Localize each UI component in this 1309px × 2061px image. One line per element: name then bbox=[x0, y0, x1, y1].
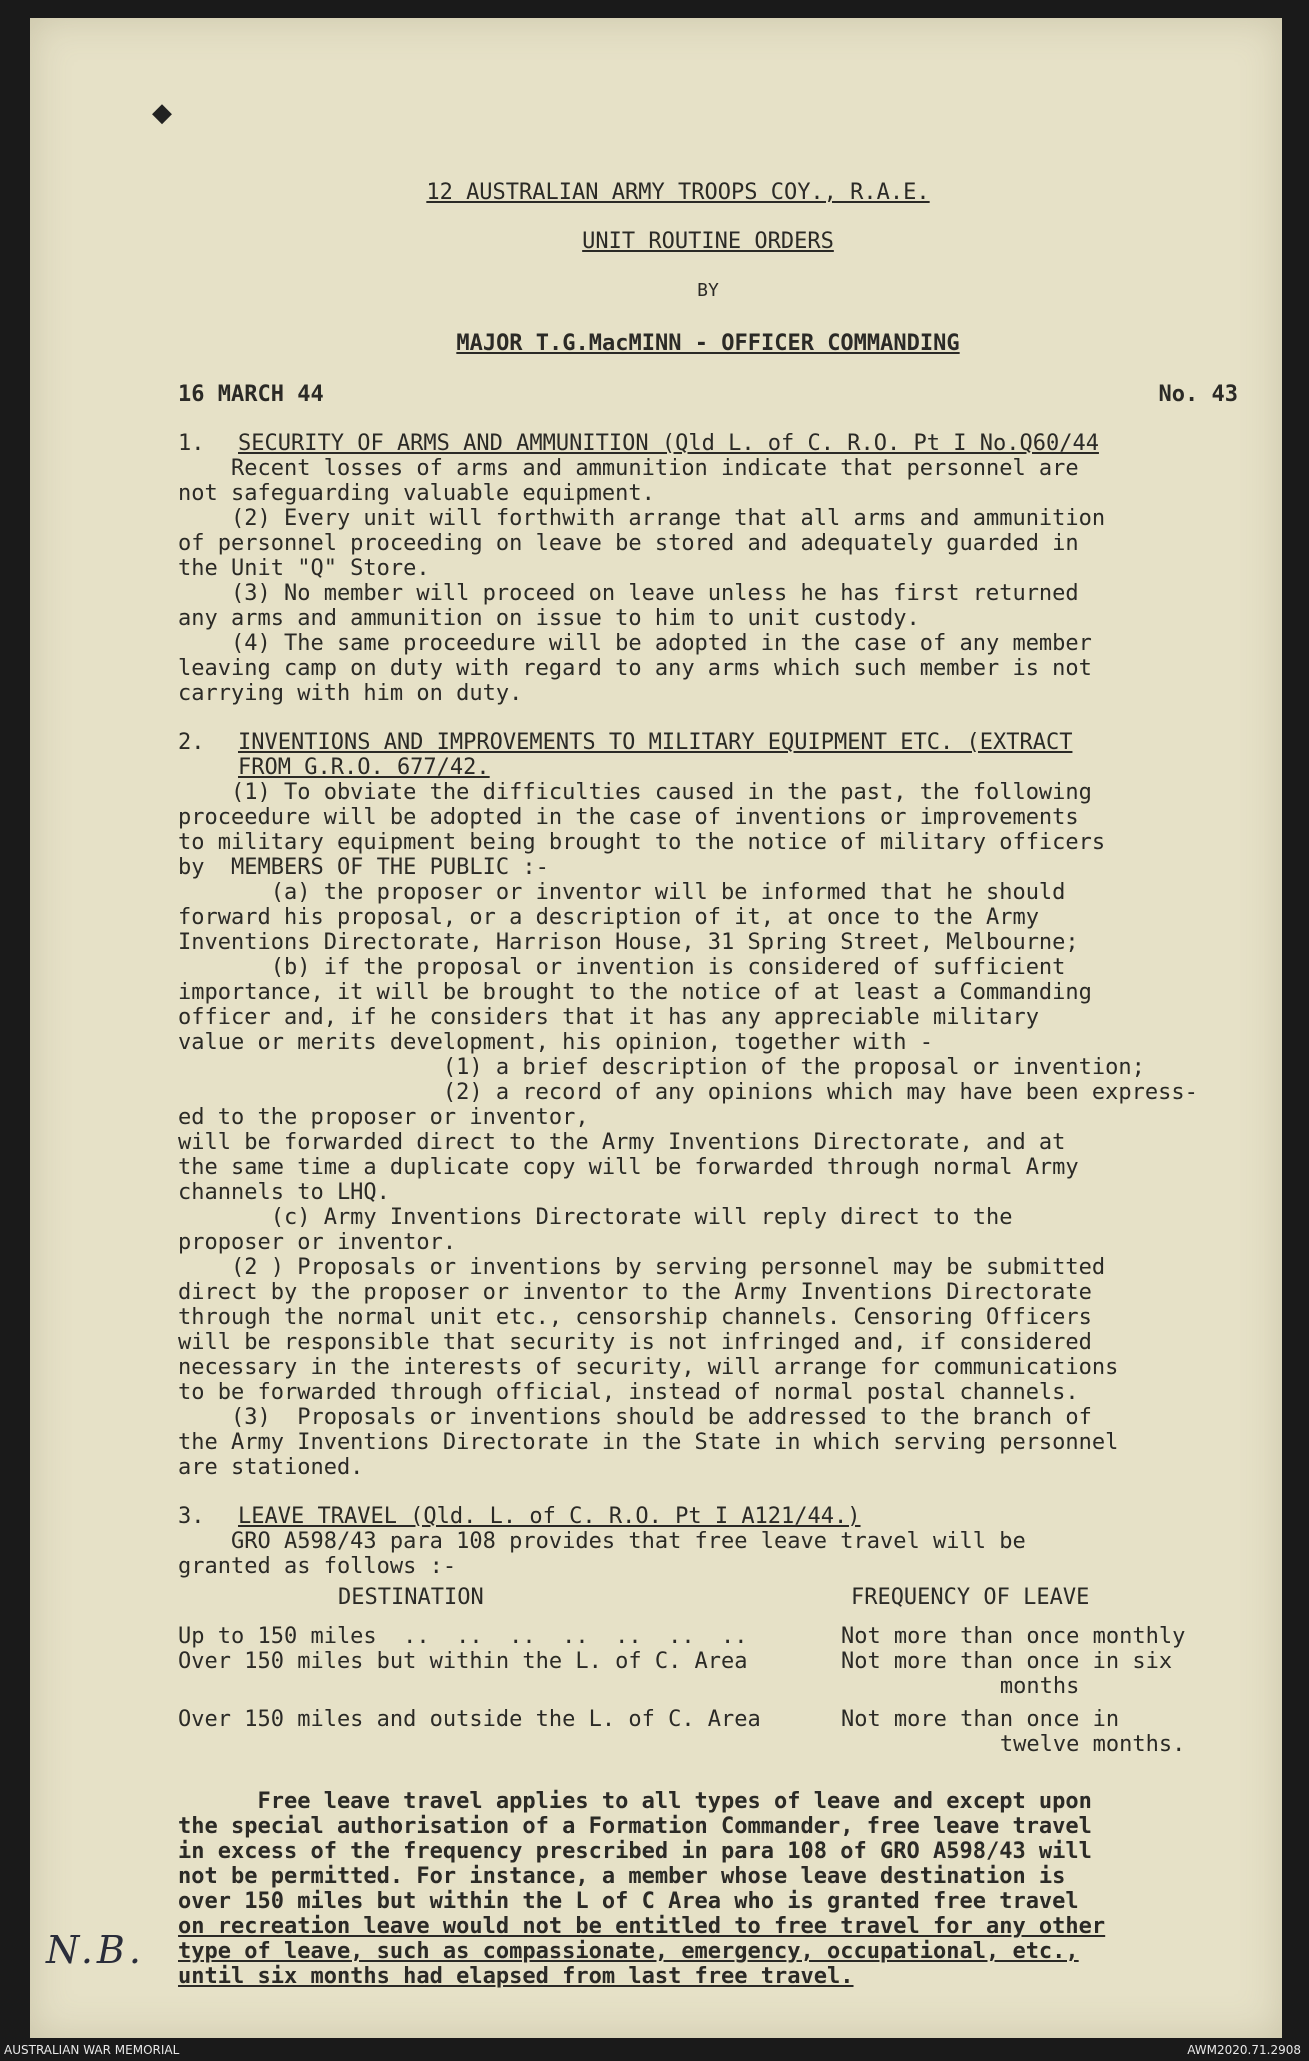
commander-line: MAJOR T.G.MacMINN - OFFICER COMMANDING bbox=[456, 331, 960, 356]
text-line: (3) Proposals or inventions should be addressed to the branch of bbox=[178, 1405, 1092, 1430]
section-1-text bbox=[178, 456, 1238, 706]
text-line: not be permitted. For instance, a member whose leave destination is bbox=[178, 1864, 1066, 1889]
text-line: (1) To obviate the difficulties caused in the past, the following bbox=[178, 780, 1092, 805]
text-line: (2) Every unit will forthwith arrange that all arms and ammunition bbox=[178, 506, 1106, 531]
order-number: No. 43 bbox=[1158, 382, 1238, 407]
text-line: the Unit "Q" Store. bbox=[178, 556, 430, 581]
text-line: ed to the proposer or inventor, bbox=[178, 1105, 589, 1130]
section-1-title: SECURITY OF ARMS AND AMMUNITION (Qld L. of C. R.O. Pt I No.Q60/44 bbox=[238, 431, 1099, 456]
text-line: granted as follows :- bbox=[178, 1554, 457, 1579]
section-2-title-cont: FROM G.R.O. 677/42. bbox=[238, 755, 490, 780]
text-line: by MEMBERS OF THE PUBLIC :- bbox=[178, 855, 549, 880]
column-header-destination: DESTINATION bbox=[338, 1585, 484, 1610]
text-line: officer and, if he considers that it has any appreciable military bbox=[178, 1005, 1039, 1030]
section-1-number: 1. bbox=[178, 431, 205, 456]
text-line: any arms and ammunition on issue to him to unit custody. bbox=[178, 606, 920, 631]
text-line: until six months had elapsed from last free travel. bbox=[178, 1964, 854, 1989]
text-line: (1) a brief description of the proposal or invention; bbox=[178, 1055, 1145, 1080]
section-2-text bbox=[178, 780, 1238, 1480]
text-line: of personnel proceeding on leave be stored and adequately guarded in bbox=[178, 531, 1079, 556]
text-line: the special authorisation of a Formation Commander, free leave travel bbox=[178, 1814, 1092, 1839]
text-line: (2) a record of any opinions which may have been express- bbox=[178, 1080, 1198, 1105]
text-line: importance, it will be brought to the notice of at least a Commanding bbox=[178, 980, 1092, 1005]
margin-tick-mark: ◆ bbox=[152, 98, 172, 128]
text-line: value or merits development, his opinion, together with - bbox=[178, 1030, 933, 1055]
leave-travel-note bbox=[178, 1789, 1238, 1989]
text-line: on recreation leave would not be entitled to free travel for any other bbox=[178, 1914, 1106, 1939]
text-line: (4) The same proceedure will be adopted in the case of any member bbox=[178, 631, 1092, 656]
text-line: over 150 miles but within the L of C Area who is granted free travel bbox=[178, 1889, 1079, 1914]
text-line: proceedure will be adopted in the case of inventions or improvements bbox=[178, 805, 1079, 830]
order-date: 16 MARCH 44 bbox=[178, 382, 324, 407]
text-line: Inventions Directorate, Harrison House, 31 Spring Street, Melbourne; bbox=[178, 930, 1079, 955]
text-line: to be forwarded through official, instead of normal postal channels. bbox=[178, 1380, 1079, 1405]
date-number-line bbox=[178, 382, 1238, 407]
text-line: forward his proposal, or a description of it, at once to the Army bbox=[178, 905, 1039, 930]
destination-cell: Over 150 miles but within the L. of C. Area bbox=[178, 1649, 748, 1674]
table-row bbox=[178, 1649, 1228, 1699]
destination-cell: Up to 150 miles .. .. .. .. .. .. .. bbox=[178, 1624, 748, 1649]
section-3 bbox=[178, 1504, 1238, 1989]
footer-left-text: AUSTRALIAN WAR MEMORIAL bbox=[4, 2043, 180, 2057]
text-line: not safeguarding valuable equipment. bbox=[178, 481, 655, 506]
by-line: BY bbox=[697, 280, 719, 301]
text-line: through the normal unit etc., censorship channels. Censoring Officers bbox=[178, 1305, 1092, 1330]
text-line: necessary in the interests of security, will arrange for communications bbox=[178, 1355, 1119, 1380]
table-row bbox=[178, 1624, 1228, 1649]
section-2 bbox=[178, 730, 1238, 1480]
footer-bar bbox=[0, 2039, 1309, 2061]
text-line: Recent losses of arms and ammunition indicate that personnel are bbox=[178, 456, 1079, 481]
text-line: channels to LHQ. bbox=[178, 1180, 390, 1205]
column-header-frequency: FREQUENCY OF LEAVE bbox=[850, 1585, 1090, 1610]
unit-title: 12 AUSTRALIAN ARMY TROOPS COY., R.A.E. bbox=[426, 180, 930, 205]
section-3-heading bbox=[178, 1504, 1238, 1529]
text-line: leaving camp on duty with regard to any arms which such member is not bbox=[178, 656, 1092, 681]
text-line: GRO A598/43 para 108 provides that free leave travel will be bbox=[178, 1529, 1026, 1554]
text-line: (2 ) Proposals or inventions by serving personnel may be submitted bbox=[178, 1255, 1106, 1280]
text-line: (c) Army Inventions Directorate will reply direct to the bbox=[178, 1205, 1013, 1230]
section-1-heading bbox=[178, 431, 1238, 456]
text-line: in excess of the frequency prescribed in para 108 of GRO A598/43 will bbox=[178, 1839, 1092, 1864]
document-body bbox=[178, 180, 1238, 1989]
text-line: will be forwarded direct to the Army Inventions Directorate, and at bbox=[178, 1130, 1066, 1155]
table-row bbox=[178, 1699, 1228, 1757]
handwritten-nb-annotation: N.B. bbox=[46, 1928, 145, 1972]
text-line: (3) No member will proceed on leave unless he has first returned bbox=[178, 581, 1079, 606]
footer-right-text: AWM2020.71.2908 bbox=[1187, 2043, 1301, 2057]
text-line: to military equipment being brought to the notice of military officers bbox=[178, 830, 1106, 855]
text-line: (a) the proposer or inventor will be informed that he should bbox=[178, 880, 1066, 905]
text-line: proposer or inventor. bbox=[178, 1230, 457, 1255]
text-line: (b) if the proposal or invention is considered of sufficient bbox=[178, 955, 1066, 980]
section-2-title: INVENTIONS AND IMPROVEMENTS TO MILITARY EQUIPMENT ETC. (EXTRACT bbox=[238, 730, 1073, 755]
text-line: carrying with him on duty. bbox=[178, 681, 523, 706]
frequency-cell: Not more than once in six months bbox=[840, 1649, 1173, 1699]
section-3-number: 3. bbox=[178, 1504, 205, 1529]
text-line: the same time a duplicate copy will be forwarded through normal Army bbox=[178, 1155, 1079, 1180]
frequency-cell: Not more than once in twelve months. bbox=[840, 1707, 1186, 1757]
text-line: Free leave travel applies to all types of leave and except upon bbox=[178, 1789, 1092, 1814]
text-line: will be responsible that security is not infringed and, if considered bbox=[178, 1330, 1092, 1355]
destination-cell: Over 150 miles and outside the L. of C. Area bbox=[178, 1707, 761, 1732]
text-line: the Army Inventions Directorate in the State in which serving personnel bbox=[178, 1430, 1119, 1455]
section-2-heading-cont bbox=[178, 755, 1238, 780]
orders-title: UNIT ROUTINE ORDERS bbox=[582, 229, 834, 254]
frequency-cell: Not more than once monthly bbox=[840, 1624, 1186, 1649]
leave-frequency-table bbox=[178, 1585, 1228, 1757]
section-1 bbox=[178, 431, 1238, 706]
text-line: are stationed. bbox=[178, 1455, 364, 1480]
section-2-number: 2. bbox=[178, 730, 205, 755]
table-header-row bbox=[178, 1585, 1228, 1624]
text-line: direct by the proposer or inventor to the Army Inventions Directorate bbox=[178, 1280, 1092, 1305]
section-2-heading bbox=[178, 730, 1238, 755]
section-3-title: LEAVE TRAVEL (Qld. L. of C. R.O. Pt I A121/44.) bbox=[238, 1504, 861, 1529]
text-line: type of leave, such as compassionate, emergency, occupational, etc., bbox=[178, 1939, 1079, 1964]
